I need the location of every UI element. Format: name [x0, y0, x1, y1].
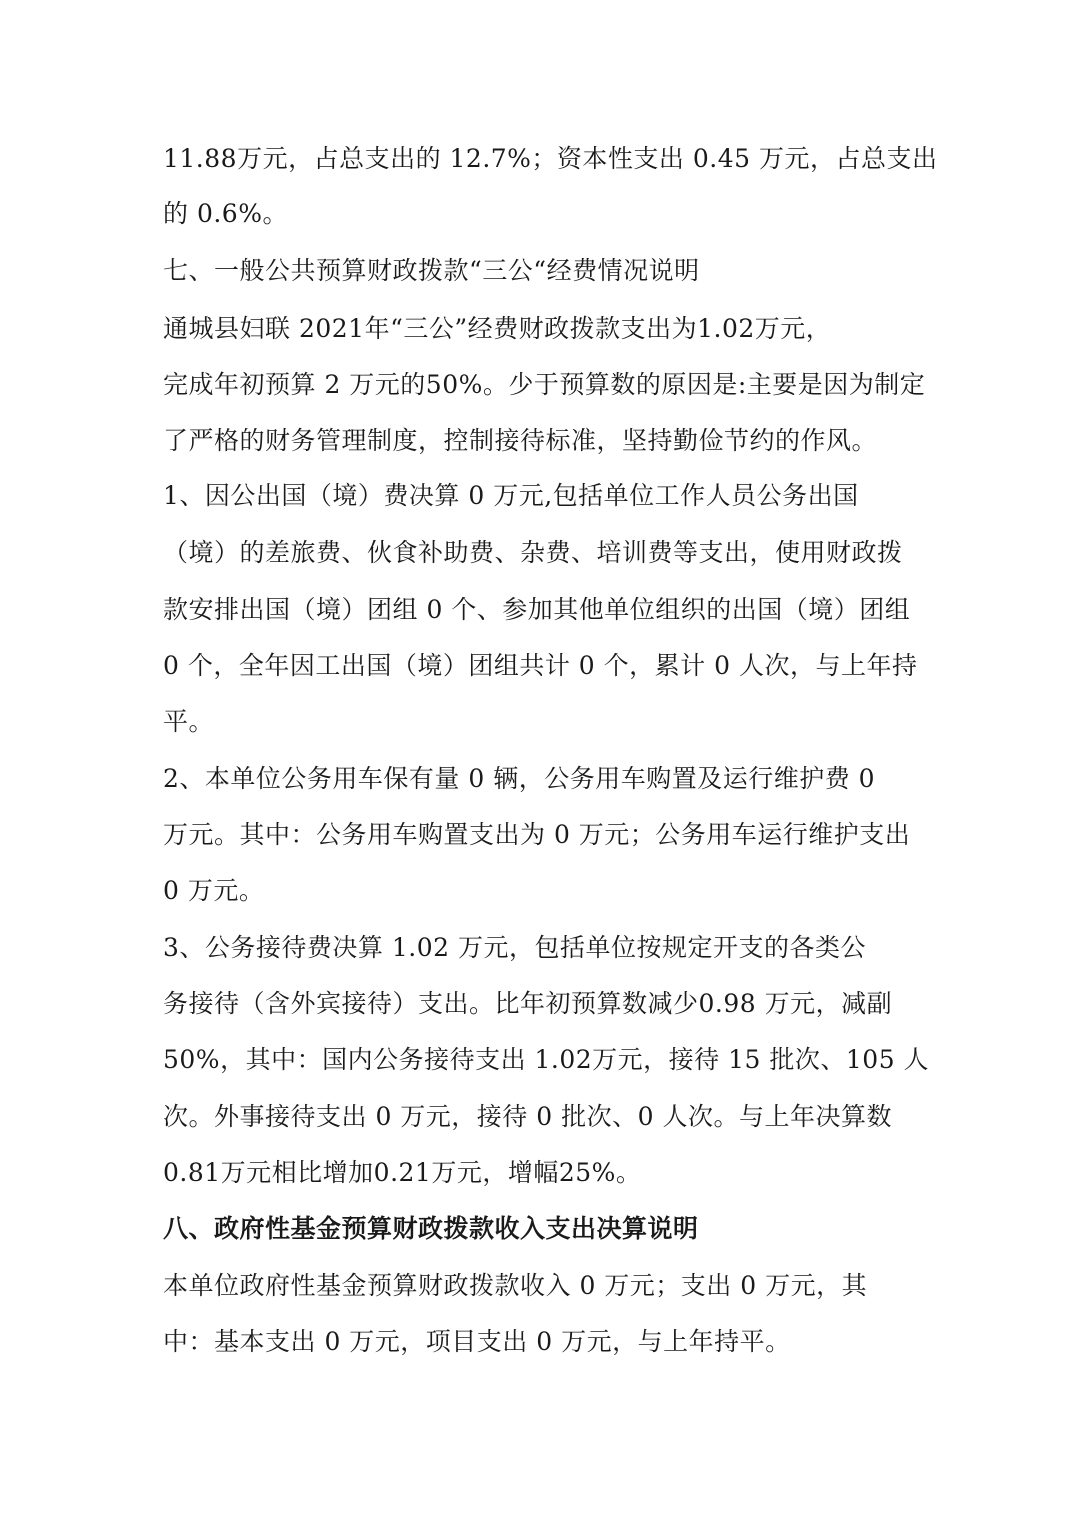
paragraph-line: 50%，其中：国内公务接待支出 1.02万元，接待 15 批次、105 人 — [163, 1045, 930, 1074]
paragraph-line: 通城县妇联 2021年“三公”经费财政拨款支出为1.02万元， — [163, 314, 832, 343]
paragraph-line: 0 个，全年因工出国（境）团组共计 0 个，累计 0 人次，与上年持 — [163, 651, 918, 680]
paragraph-line: 11.88万元，占总支出的 12.7%；资本性支出 0.45 万元，占总支出 — [163, 144, 938, 173]
paragraph-line: 本单位政府性基金预算财政拨款收入 0 万元；支出 0 万元，其 — [163, 1271, 868, 1300]
paragraph-line: 务接待（含外宾接待）支出。比年初预算数减少0.98 万元，减副 — [163, 989, 893, 1018]
paragraph-line: （境）的差旅费、伙食补助费、杂费、培训费等支出，使用财政拨 — [163, 538, 903, 567]
paragraph-line: 次。外事接待支出 0 万元，接待 0 批次、0 人次。与上年决算数 — [163, 1102, 892, 1131]
paragraph-line: 0 万元。 — [163, 876, 265, 905]
paragraph-line: 中：基本支出 0 万元，项目支出 0 万元，与上年持平。 — [163, 1327, 791, 1356]
section-heading: 七、一般公共预算财政拨款“三公“经费情况说明 — [163, 256, 700, 285]
paragraph-line: 万元。其中：公务用车购置支出为 0 万元；公务用车运行维护支出 — [163, 820, 911, 849]
paragraph-line: 平。 — [163, 707, 215, 736]
paragraph-line: 3、公务接待费决算 1.02 万元，包括单位按规定开支的各类公 — [163, 933, 866, 962]
paragraph-line: 0.81万元相比增加0.21万元，增幅25%。 — [163, 1158, 642, 1187]
paragraph-line: 了严格的财务管理制度，控制接待标准，坚持勤俭节约的作风。 — [163, 426, 878, 455]
paragraph-line: 款安排出国（境）团组 0 个、参加其他单位组织的出国（境）团组 — [163, 595, 911, 624]
paragraph-line: 1、因公出国（境）费决算 0 万元,包括单位工作人员公务出国 — [163, 481, 859, 510]
paragraph-line: 的 0.6%。 — [163, 199, 288, 228]
section-heading: 八、政府性基金预算财政拨款收入支出决算说明 — [163, 1214, 699, 1243]
paragraph-line: 完成年初预算 2 万元的50%。少于预算数的原因是:主要是因为制定 — [163, 370, 926, 399]
paragraph-line: 2、本单位公务用车保有量 0 辆，公务用车购置及运行维护费 0 — [163, 764, 876, 793]
